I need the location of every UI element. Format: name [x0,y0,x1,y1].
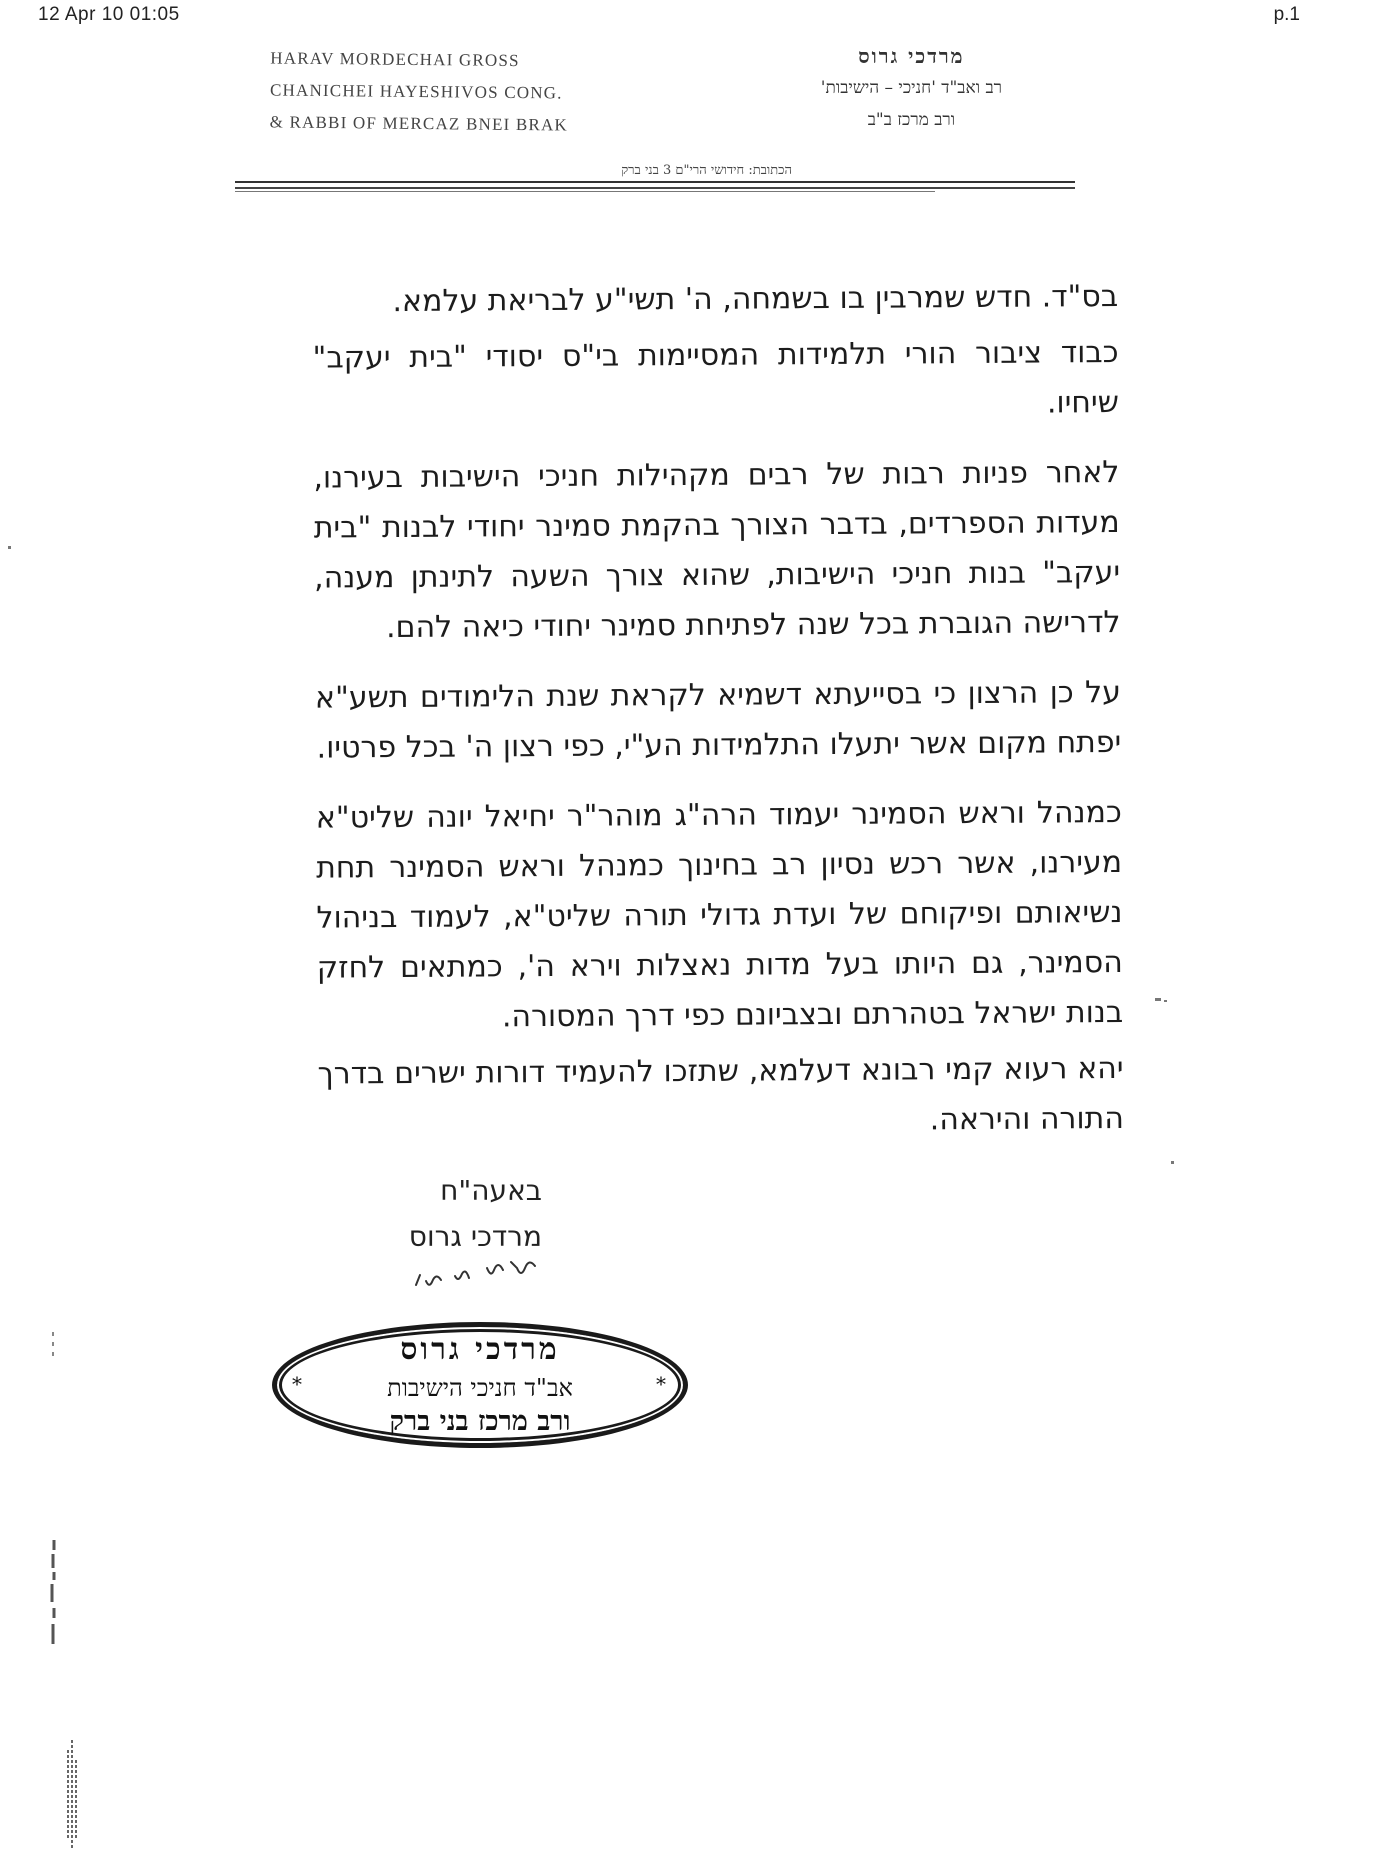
star-icon: * [292,1372,302,1396]
letter-paragraph: כבוד ציבור הורי תלמידות המסיימות בי"ס יסודי "בית יעקב" שיחיו. [312,334,1120,421]
signoff-name: מרדכי גרוס [408,1220,542,1253]
scan-speck [8,546,11,549]
letterhead-hebrew-line: ורב מרכז ב"ב [867,110,956,130]
letter-signoff [409,1168,542,1260]
fax-timestamp: 12 Apr 10 01:05 [38,4,180,25]
letter-paragraph: בס"ד. חדש שמרבין בו בשמחה, ה' תשי"ע לבריאת עלמא. [392,278,1119,320]
stamp-name: מרדכי גרוס [400,1332,560,1367]
letter-paragraph: לאחר פניות רבות של רבים מקהילות חניכי הישיבות בעירנו, מעדות הספרדים, בדבר הצורך בהקמת סמינר יחודי לבנות "בית יעקב" בנות חניכי הישיבות, שהוא צורך השעה לתינתן מענה, לדרישה הגוברת בכל שנה לפתיחת סמינר יחודי כיאה להם. [313,454,1121,646]
letterhead-hebrew-name: מרדכי גרוס [858,44,965,68]
letterhead-english-line: & RABBI OF MERCAZ BNEI BRAK [269,112,569,135]
signoff-closing: באעה"ח [440,1174,542,1207]
stamp-location: ורב מרכז בני ברק [389,1406,571,1437]
rabbinical-stamp [272,1322,688,1448]
scan-margin-mark [48,1538,60,1658]
letter-paragraph: יהא רעוא קמי רבונא דעלמא, שתזכו להעמיד דורות ישרים בדרך התורה והיראה. [317,1050,1125,1138]
scan-margin-mark [60,1740,84,1850]
scan-margin-mark [48,1330,58,1370]
letterhead-hebrew [821,40,1002,136]
fax-page-number: p.1 [1273,4,1300,25]
letter-body [312,272,1124,1170]
letterhead-english-line: CHANICHEI HAYESHIVOS CONG. [269,80,563,103]
scan-speck [1171,1161,1174,1164]
letterhead-address: הכתובת: חידושי הרי"ם 3 בני ברק [621,163,792,178]
letter-paragraph: על כן הרצון כי בסייעתא דשמיא לקראת שנת הלימודים תשע"א יפתח מקום אשר יתעלו התלמידות הע"י, כפי רצון ה' בכל פרטיו. [314,674,1122,766]
letterhead-divider [235,181,1075,183]
handwritten-signature [405,1252,545,1292]
star-icon: * [656,1372,666,1396]
letterhead-divider [235,191,935,192]
letterhead-hebrew-line: רב ואב"ד 'חניכי – הישיבות' [820,78,1002,98]
letter-paragraph: כמנהל וראש הסמינר יעמוד הרה"ג מוהר"ר יחיאל יונה שליט"א מעירנו, אשר רכש נסיון רב בחינוך כמנהל וראש הסמינר תחת נשיאותם ופיקוחם של ועדת גדולי תורה שליט"א, לעמוד בניהול הסמינר, גם היותו בעל מדות נאצלות וירא ה', כמתאים לחזק בנות ישראל בטהרתם ובצביונם כפי דרך המסורה. [315,794,1124,1035]
letterhead-divider [235,187,1075,189]
scan-speck [1164,1000,1167,1002]
letterhead-english [270,42,569,141]
stamp-title: אב"ד חניכי הישיבות [387,1374,573,1402]
scan-speck [1155,998,1161,1001]
letterhead-english-line: HARAV MORDECHAI GROSS [270,48,520,71]
